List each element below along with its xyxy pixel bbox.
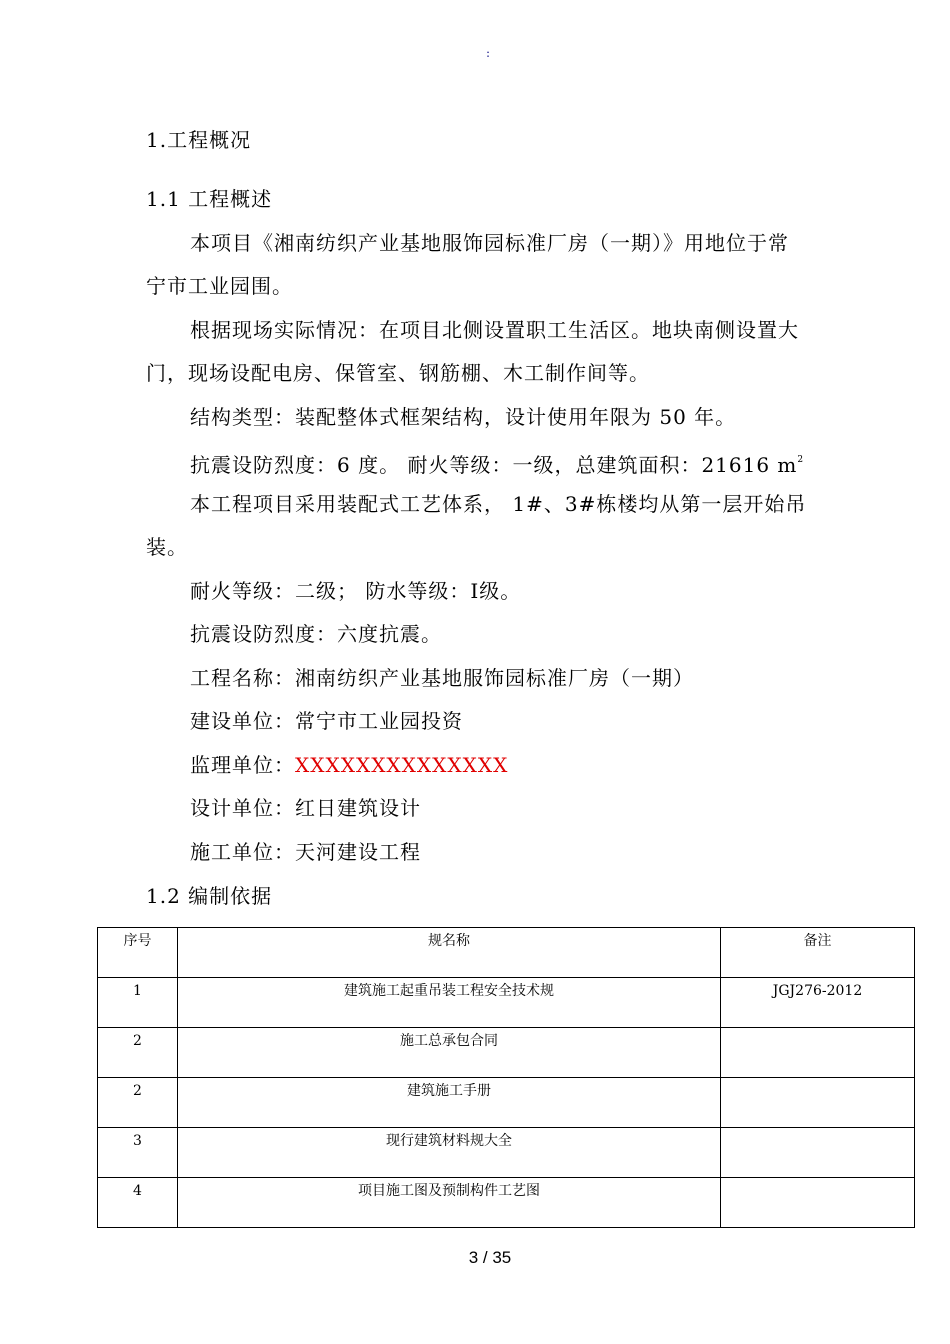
supervisor-value: XXXXXXXXXXXXXX: [295, 753, 509, 777]
owner-unit: 建设单位：常宁市工业园投资: [190, 709, 463, 733]
row-remark: JGJ276-2012: [721, 978, 915, 1028]
site-paragraph-line-2: 门，现场设配电房、保管室、钢筋棚、木工制作间等。: [146, 361, 650, 385]
overview-paragraph-line-1: 本项目《湘南纺织产业基地服饰园标准厂房（一期）》用地位于常: [190, 231, 789, 255]
project-name: 工程名称：湘南纺织产业基地服饰园标准厂房（一期）: [190, 666, 694, 690]
row-remark: [721, 1028, 915, 1078]
row-remark: [721, 1078, 915, 1128]
contractor-unit: 施工单位：天河建设工程: [190, 840, 421, 864]
assembly-paragraph-line-2: 装。: [146, 535, 188, 559]
row-seq: 1: [98, 978, 178, 1028]
header-seq: 序号: [98, 928, 178, 978]
row-seq: 3: [98, 1128, 178, 1178]
header-mark: :: [486, 46, 491, 60]
basis-table: [97, 927, 915, 1228]
supervisor-unit: [190, 751, 508, 779]
table-row: [98, 1028, 915, 1078]
table-row: [98, 1128, 915, 1178]
supervisor-label: 监理单位：: [190, 753, 295, 777]
header-name: 规名称: [178, 928, 721, 978]
row-remark: [721, 1178, 915, 1228]
table-header-row: [98, 928, 915, 978]
table-row: [98, 1078, 915, 1128]
area-unit-superscript: 2: [797, 455, 805, 465]
seismic-fire-area: [190, 446, 804, 479]
row-seq: 2: [98, 1078, 178, 1128]
row-name: 建筑施工起重吊装工程安全技术规: [178, 978, 721, 1028]
row-name: 施工总承包合同: [178, 1028, 721, 1078]
row-name: 现行建筑材料规大全: [178, 1128, 721, 1178]
designer-unit: 设计单位：红日建筑设计: [190, 796, 421, 820]
overview-paragraph-line-2: 宁市工业园围。: [146, 274, 293, 298]
site-paragraph-line-1: 根据现场实际情况：在项目北侧设置职工生活区。地块南侧设置大: [190, 318, 799, 342]
table-row: [98, 1178, 915, 1228]
page-number: 3 / 35: [468, 1248, 512, 1267]
row-name: 建筑施工手册: [178, 1078, 721, 1128]
section-1-2-title: 1.2 编制依据: [146, 884, 273, 908]
seismic-grade: 抗震设防烈度：六度抗震。: [190, 622, 442, 646]
row-remark: [721, 1128, 915, 1178]
row-seq: 2: [98, 1028, 178, 1078]
row-seq: 4: [98, 1178, 178, 1228]
seismic-fire-area-text: 抗震设防烈度：6 度。 耐火等级：一级，总建筑面积：21616 m: [190, 453, 798, 477]
section-1-1-title: 1.1 工程概述: [146, 187, 273, 211]
row-name: 项目施工图及预制构件工艺图: [178, 1178, 721, 1228]
section-1-title: 1.工程概况: [146, 128, 252, 152]
fire-water-grade: 耐火等级：二级； 防水等级：Ⅰ级。: [190, 579, 522, 603]
table-row: [98, 978, 915, 1028]
structure-type: 结构类型：装配整体式框架结构，设计使用年限为 50 年。: [190, 405, 737, 429]
assembly-paragraph-line-1: 本工程项目采用装配式工艺体系， 1#、3#栋楼均从第一层开始吊: [190, 492, 807, 516]
header-remark: 备注: [721, 928, 915, 978]
